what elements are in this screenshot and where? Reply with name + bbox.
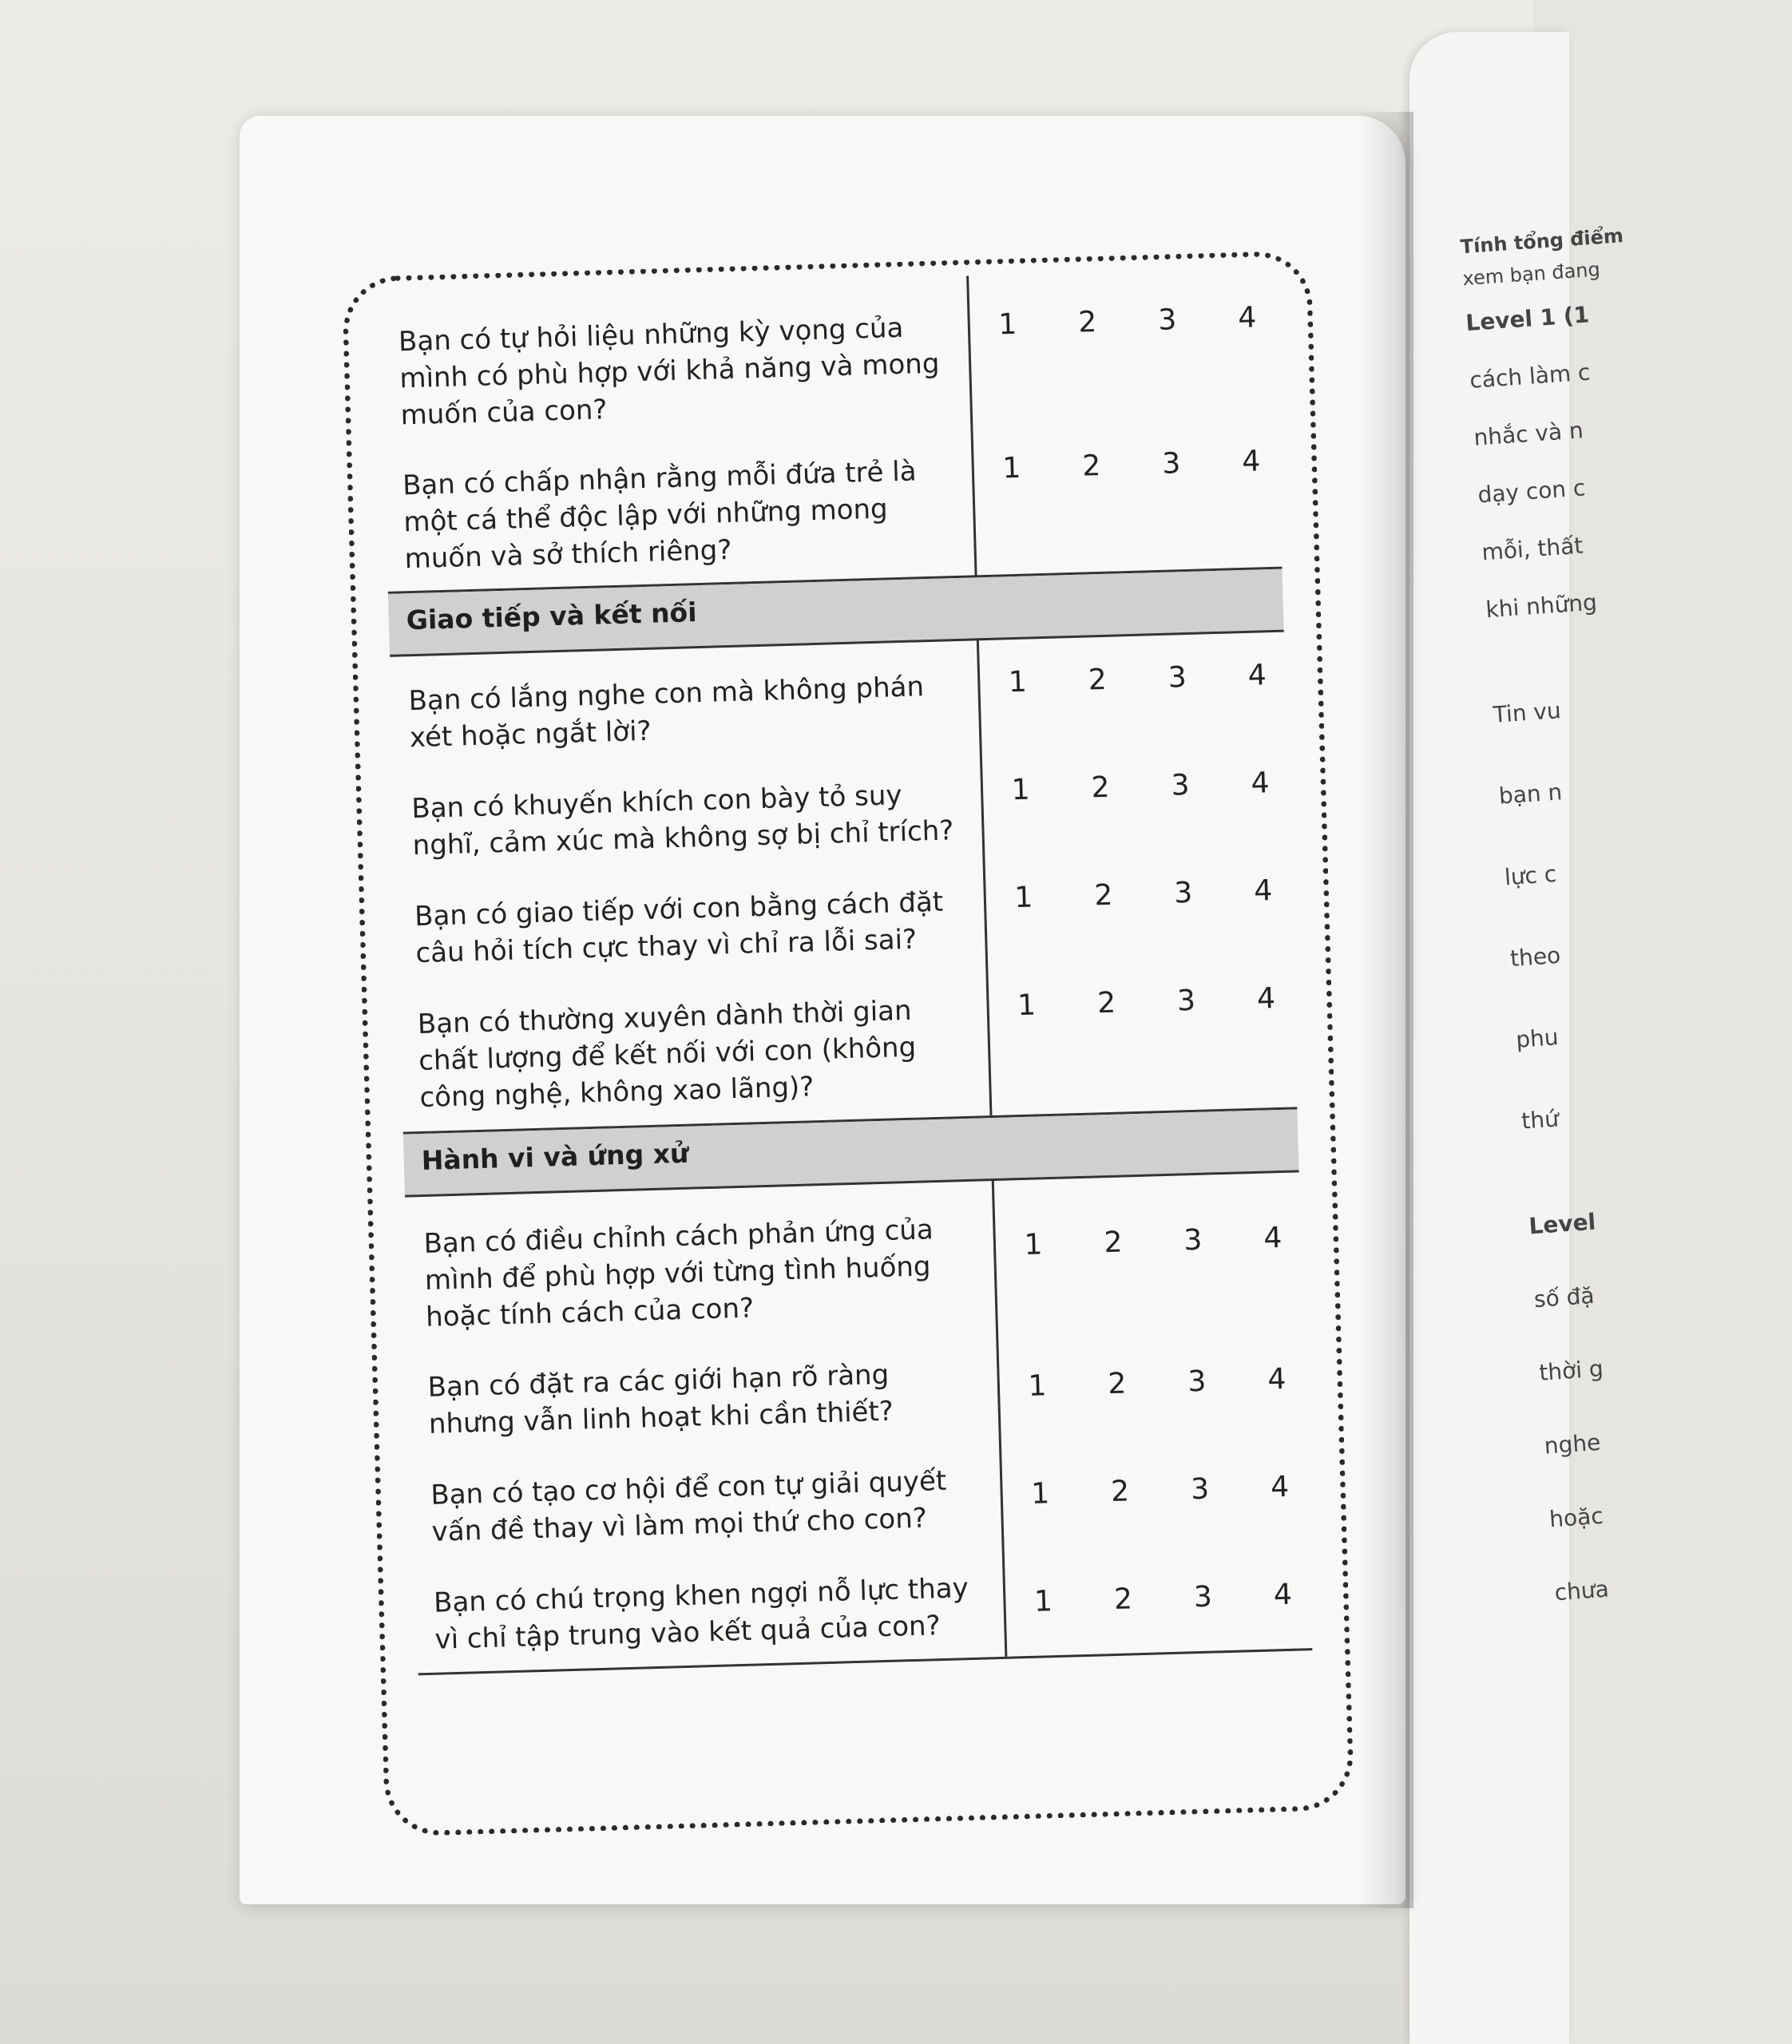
right-fragment: mỗi, thất bbox=[1481, 532, 1584, 566]
right-fragment: nghe bbox=[1543, 1428, 1602, 1460]
question-text: Bạn có thường xuyên dành thời gian chất lượng để kết nối với con (không công nghệ, không xao lãng)? bbox=[417, 994, 917, 1115]
rating-option[interactable]: 1 bbox=[1033, 1585, 1053, 1618]
section-title: Hành vi và ứng xử bbox=[421, 1137, 689, 1177]
rating-option[interactable]: 4 bbox=[1273, 1578, 1293, 1612]
right-page bbox=[1409, 32, 1624, 2044]
page-gutter-shadow bbox=[1358, 112, 1413, 1908]
rating-option[interactable]: 1 bbox=[1008, 665, 1028, 699]
rating-option[interactable]: 4 bbox=[1267, 1362, 1287, 1396]
question-text: Bạn có điều chỉnh cách phản ứng của mình để phù hợp với từng tình huống hoặc tính cách của con? bbox=[423, 1214, 934, 1333]
rating-option[interactable]: 1 bbox=[1027, 1369, 1047, 1403]
rating-option[interactable]: 2 bbox=[1081, 449, 1101, 483]
rating-option[interactable]: 2 bbox=[1113, 1583, 1133, 1617]
rating-option[interactable]: 1 bbox=[1011, 773, 1031, 807]
rating-option[interactable]: 2 bbox=[1093, 878, 1113, 913]
rating-option[interactable]: 3 bbox=[1190, 1472, 1210, 1507]
right-fragment: thứ bbox=[1520, 1105, 1560, 1135]
right-fragment: bạn n bbox=[1497, 778, 1564, 810]
right-fragment: Level 1 (1 bbox=[1465, 301, 1591, 337]
rating-option[interactable]: 3 bbox=[1176, 984, 1196, 1018]
question-text: Bạn có tạo cơ hội để con tự giải quyết vấn đề thay vì làm mọi thứ cho con? bbox=[430, 1464, 947, 1548]
rating-option[interactable]: 4 bbox=[1247, 659, 1267, 692]
rating-option[interactable]: 2 bbox=[1103, 1226, 1123, 1260]
rating-option[interactable]: 3 bbox=[1173, 876, 1193, 910]
rating-option[interactable]: 1 bbox=[997, 307, 1017, 342]
rating-option[interactable]: 3 bbox=[1193, 1580, 1213, 1614]
rating-option[interactable]: 3 bbox=[1161, 447, 1181, 481]
rating-scale bbox=[1024, 1471, 1296, 1511]
rating-option[interactable]: 3 bbox=[1168, 661, 1187, 695]
rating-option[interactable]: 1 bbox=[1017, 988, 1037, 1023]
rating-scale bbox=[1017, 1222, 1289, 1262]
rating-option[interactable]: 4 bbox=[1270, 1470, 1290, 1504]
rating-scale bbox=[1001, 659, 1274, 699]
right-fragment: phu bbox=[1515, 1024, 1560, 1053]
question-text: Bạn có chấp nhận rằng mỗi đứa trẻ là một cá thể độc lập với những mong muốn và sở thích riêng? bbox=[402, 455, 918, 576]
right-fragment: dạy con c bbox=[1477, 474, 1587, 509]
rating-option[interactable]: 1 bbox=[1030, 1477, 1050, 1511]
rating-option[interactable]: 1 bbox=[1001, 451, 1021, 485]
right-fragment: theo bbox=[1509, 941, 1562, 972]
rating-scale bbox=[1021, 1363, 1293, 1403]
rating-option[interactable]: 3 bbox=[1187, 1365, 1207, 1399]
rating-option[interactable]: 2 bbox=[1110, 1475, 1130, 1509]
question-text: Bạn có đặt ra các giới hạn rõ ràng nhưng vẫn linh hoạt khi cần thiết? bbox=[427, 1358, 894, 1440]
rating-option[interactable]: 3 bbox=[1183, 1223, 1203, 1258]
rating-option[interactable]: 3 bbox=[1157, 303, 1177, 337]
right-fragment: lực c bbox=[1503, 860, 1558, 891]
questionnaire-table bbox=[379, 267, 1317, 1713]
rating-option[interactable]: 4 bbox=[1237, 301, 1257, 335]
rating-option[interactable]: 1 bbox=[1023, 1228, 1044, 1262]
question-text: Bạn có chú trọng khen ngợi nỗ lực thay vì chỉ tập trung vào kết quả của con? bbox=[433, 1572, 969, 1656]
rating-option[interactable]: 3 bbox=[1170, 768, 1191, 802]
right-fragment: hoặc bbox=[1548, 1502, 1604, 1533]
right-fragment: thời g bbox=[1538, 1355, 1604, 1386]
right-fragment: chưa bbox=[1553, 1575, 1610, 1606]
right-fragment: cách làm c bbox=[1469, 358, 1592, 394]
right-fragment: xem bạn đang bbox=[1461, 258, 1601, 291]
right-page-text bbox=[1445, 18, 1792, 2023]
question-text: Bạn có khuyến khích con bày tỏ suy nghĩ, cảm xúc mà không sợ bị chỉ trích? bbox=[410, 779, 954, 862]
rating-option[interactable]: 2 bbox=[1107, 1367, 1127, 1401]
right-fragment: Tính tổng điểm bbox=[1459, 224, 1624, 259]
question-text: Bạn có tự hỏi liệu những kỳ vọng của mình có phù hợp với khả năng và mong muốn của con? bbox=[398, 311, 940, 432]
rating-option[interactable]: 2 bbox=[1096, 986, 1116, 1020]
rating-option[interactable]: 2 bbox=[1077, 306, 1097, 339]
rating-scale bbox=[991, 301, 1263, 341]
rating-scale bbox=[1005, 766, 1277, 806]
right-fragment: khi những bbox=[1485, 588, 1598, 624]
rating-scale bbox=[1027, 1579, 1299, 1618]
section-title: Giao tiếp và kết nối bbox=[406, 596, 698, 636]
question-text: Bạn có giao tiếp với con bằng cách đặt câu hỏi tích cực thay vì chỉ ra lỗi sai? bbox=[414, 885, 944, 970]
rating-option[interactable]: 4 bbox=[1253, 874, 1273, 908]
rating-option[interactable]: 4 bbox=[1263, 1221, 1283, 1255]
rating-option[interactable]: 4 bbox=[1241, 445, 1261, 478]
rating-option[interactable]: 1 bbox=[1013, 881, 1033, 915]
rating-scale bbox=[995, 445, 1267, 485]
rating-option[interactable]: 2 bbox=[1091, 770, 1111, 805]
right-fragment: Tin vu bbox=[1492, 697, 1562, 728]
rating-scale bbox=[1010, 982, 1283, 1022]
rating-scale bbox=[1007, 874, 1279, 914]
rating-option[interactable]: 4 bbox=[1250, 766, 1270, 800]
question-text: Bạn có lắng nghe con mà không phán xét hoặc ngắt lời? bbox=[408, 671, 925, 755]
right-fragment: số đặ bbox=[1532, 1281, 1596, 1313]
right-fragment: nhắc và n bbox=[1473, 417, 1584, 451]
rating-option[interactable]: 4 bbox=[1256, 982, 1276, 1016]
right-fragment: Level bbox=[1528, 1208, 1597, 1240]
rating-option[interactable]: 2 bbox=[1088, 663, 1108, 697]
